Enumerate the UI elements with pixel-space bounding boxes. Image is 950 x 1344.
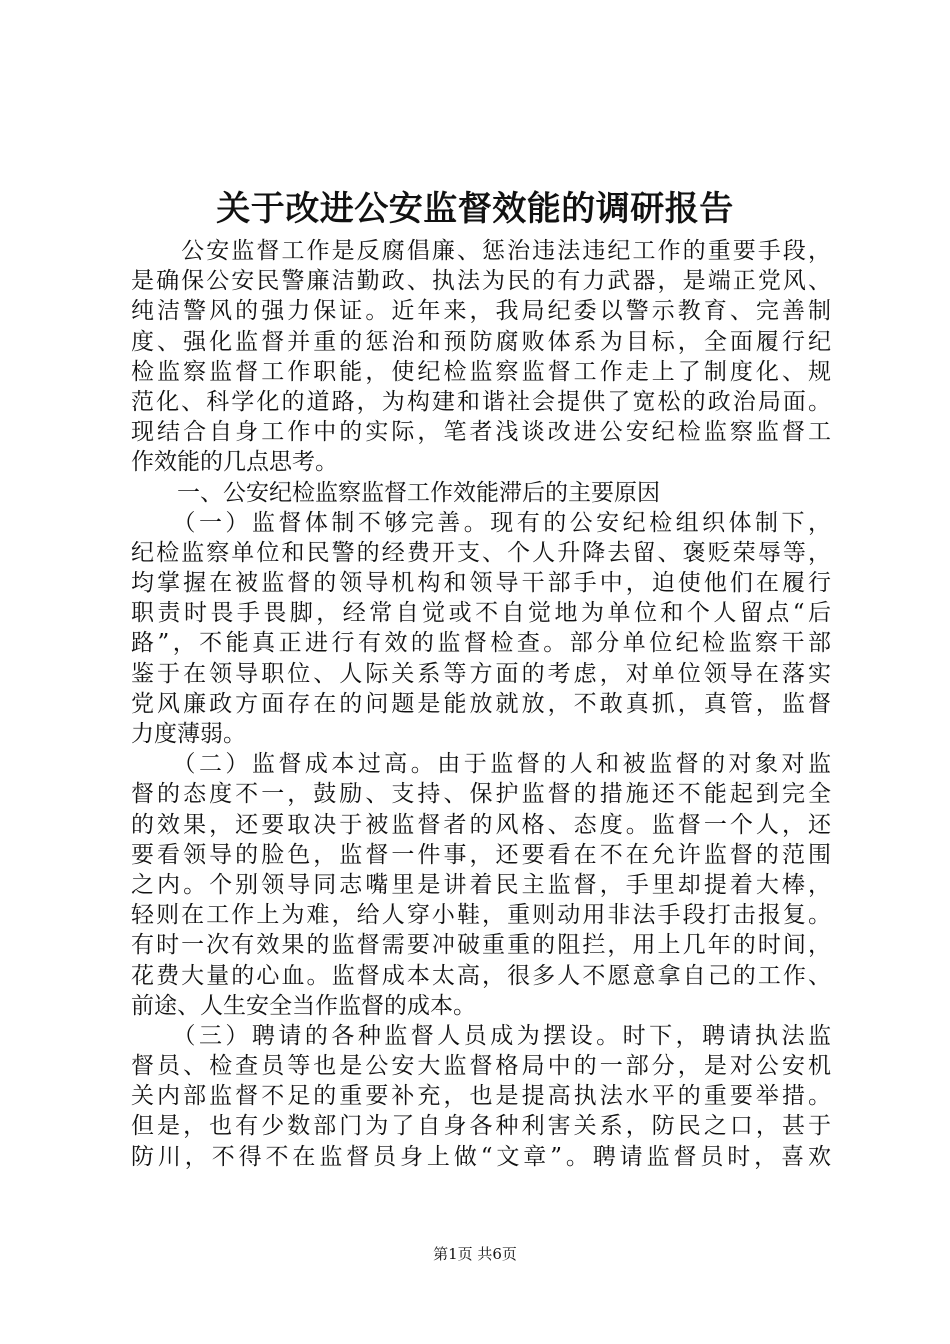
text-line: （三）聘请的各种监督人员成为摆设。时下，聘请执法监 (131, 1022, 831, 1049)
text-line: 的效果，还要取决于被监督者的风格、态度。监督一个人，还 (131, 811, 831, 838)
text-line: 督的态度不一，鼓励、支持、保护监督的措施还不能起到完全 (131, 781, 831, 808)
text-line: 督员、检查员等也是公安大监督格局中的一部分，是对公安机 (131, 1053, 831, 1080)
text-line: 纪检监察单位和民警的经费开支、个人升降去留、褒贬荣辱等， (131, 539, 831, 566)
text-line: 均掌握在被监督的领导机构和领导干部手中，迫使他们在履行 (131, 570, 831, 597)
text-line: 一、公安纪检监察监督工作效能滞后的主要原因 (131, 479, 660, 506)
text-line: 职责时畏手畏脚，经常自觉或不自觉地为单位和个人留点“后 (131, 600, 831, 627)
document-body (131, 236, 831, 1172)
text-line: 之内。个别领导同志嘴里是讲着民主监督，手里却提着大棒， (131, 871, 831, 898)
text-line: 作效能的几点思考。 (131, 449, 338, 476)
text-line: 但是，也有少数部门为了自身各种利害关系，防民之口，甚于 (131, 1113, 831, 1140)
text-line: 公安监督工作是反腐倡廉、惩治违法违纪工作的重要手段， (131, 238, 831, 264)
text-line: 防川，不得不在监督员身上做“文章”。聘请监督员时，喜欢 (131, 1143, 831, 1170)
text-line: 现结合自身工作中的实际，笔者浅谈改进公安纪检监察监督工 (131, 419, 831, 446)
text-line: 力度薄弱。 (131, 721, 246, 747)
page-footer: 第1页 共6页 (433, 1245, 517, 1263)
text-line: 范化、科学化的道路，为构建和谐社会提供了宽松的政治局面。 (131, 388, 831, 415)
text-line: 度、强化监督并重的惩治和预防腐败体系为目标，全面履行纪 (131, 328, 831, 355)
text-line: 纯洁警风的强力保证。近年来，我局纪委以警示教育、完善制 (131, 298, 831, 325)
text-line: 有时一次有效果的监督需要冲破重重的阻拦，用上几年的时间， (131, 932, 831, 959)
text-line: 前途、人生安全当作监督的成本。 (131, 992, 476, 1019)
document-title: 关于改进公安监督效能的调研报告 (216, 189, 734, 229)
text-line: 路”，不能真正进行有效的监督检查。部分单位纪检监察干部 (131, 630, 831, 657)
text-line: 关内部监督不足的重要补充，也是提高执法水平的重要举措。 (131, 1083, 831, 1110)
text-line: 轻则在工作上为难，给人穿小鞋，重则动用非法手段打击报复。 (131, 902, 831, 929)
text-line: （一）监督体制不够完善。现有的公安纪检组织体制下， (131, 509, 831, 536)
text-line: （二）监督成本过高。由于监督的人和被监督的对象对监 (131, 751, 831, 778)
text-line: 是确保公安民警廉洁勤政、执法为民的有力武器，是端正党风、 (131, 268, 831, 295)
text-line: 要看领导的脸色，监督一件事，还要看在不在允许监督的范围 (131, 841, 831, 868)
text-line: 检监察监督工作职能，使纪检监察监督工作走上了制度化、规 (131, 358, 831, 385)
text-line: 党风廉政方面存在的问题是能放就放，不敢真抓，真管，监督 (131, 690, 831, 717)
text-line: 花费大量的心血。监督成本太高，很多人不愿意拿自己的工作、 (131, 962, 831, 989)
text-line: 鉴于在领导职位、人际关系等方面的考虑，对单位领导在落实 (131, 660, 831, 687)
